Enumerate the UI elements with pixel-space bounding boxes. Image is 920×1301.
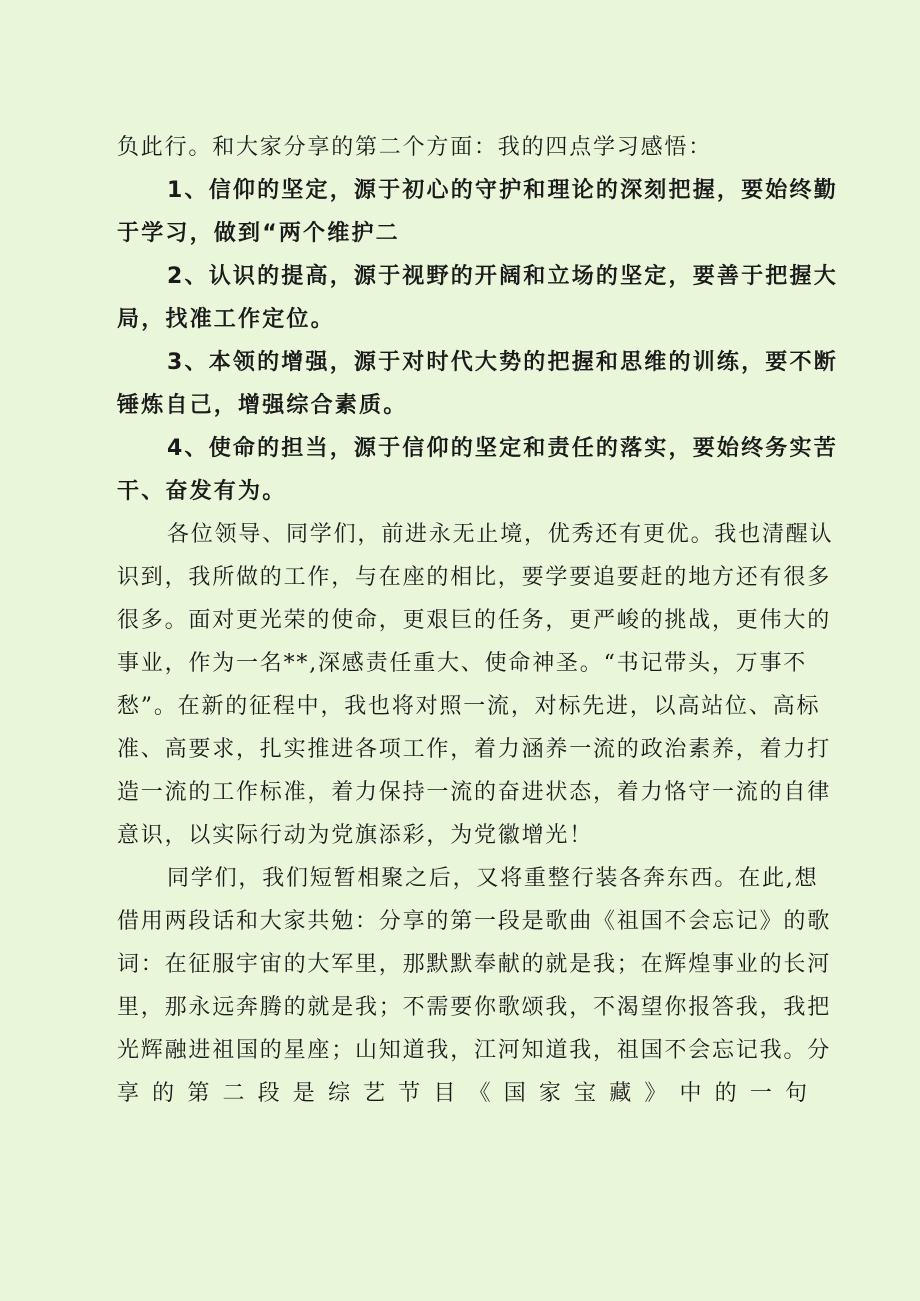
spread-char: 节 [398,1081,421,1106]
spread-char: 的 [152,1081,175,1106]
spread-char: 段 [257,1081,280,1106]
spread-char: 的 [714,1081,737,1106]
paragraph-line: 事业，作为一名**,深感责任重大、使命神圣。“书记带头，万事不 [117,651,808,676]
paragraph-line: 借用两段话和大家共勉：分享的第一段是歌曲《祖国不会忘记》的歌 [117,909,832,934]
paragraph-line: 很多。面对更光荣的使命，更艰巨的任务，更严峻的挑战，更伟大的 [117,608,832,633]
point-1-line-1: 1、信仰的坚定，源于初心的守护和理论的深刻把握，要始终勤 [167,178,838,203]
spread-char: 《 [468,1081,491,1106]
document-body [117,126,838,1115]
spread-char: 目 [433,1081,456,1106]
paragraph-line-spread [117,1072,807,1115]
spread-char: 艺 [363,1081,386,1106]
paragraph-line: 意识，以实际行动为党旗添彩，为党徽增光！ [117,823,594,848]
text-line: 负此行。和大家分享的第二个方面：我的四点学习感悟： [117,135,713,160]
spread-char: 二 [222,1081,245,1106]
paragraph-line: 光辉融进祖国的星座；山知道我，江河知道我，祖国不会忘记我。分 [117,1038,832,1063]
paragraph-line: 同学们，我们短暂相聚之后，又将重整行装各奔东西。在此,想 [167,866,819,891]
spread-char: 国 [503,1081,526,1106]
paragraph-line: 里，那永远奔腾的就是我；不需要你歌颂我，不渴望你报答我，我把 [117,995,832,1020]
point-2-line-2: 局，找准工作定位。 [117,307,335,332]
point-3-line-2: 锤炼自己，增强综合素质。 [117,393,408,418]
spread-char: 》 [644,1081,667,1106]
spread-char: 宝 [574,1081,597,1106]
spread-char: 句 [784,1081,807,1106]
paragraph-line: 愁”。在新的征程中，我也将对照一流，对标先进，以高站位、高标 [117,694,821,719]
point-1-line-2: 于学习，做到“两个维护二 [117,221,400,246]
point-2-line-1: 2、认识的提高，源于视野的开阔和立场的坚定，要善于把握大 [167,264,838,289]
point-3-line-1: 3、本领的增强，源于对时代大势的把握和思维的训练，要不断 [167,350,838,375]
spread-char: 中 [679,1081,702,1106]
spread-char: 享 [117,1081,140,1106]
spread-char: 第 [187,1081,210,1106]
point-4-line-2: 干、奋发有为。 [117,479,287,504]
paragraph-line: 各位领导、同学们，前进永无止境，优秀还有更优。我也清醒认 [167,522,834,547]
spread-char: 综 [327,1081,350,1106]
spread-char: 家 [538,1081,561,1106]
point-4-line-1: 4、使命的担当，源于信仰的坚定和责任的落实，要始终务实苦 [167,436,838,461]
spread-char: 是 [292,1081,315,1106]
paragraph-line: 准、高要求，扎实推进各项工作，着力涵养一流的政治素养，着力打 [117,737,832,762]
paragraph-line: 识到，我所做的工作，与在座的相比，要学要追要赶的地方还有很多 [117,565,832,590]
spread-char: 一 [749,1081,772,1106]
paragraph-line: 词：在征服宇宙的大军里，那默默奉献的就是我；在辉煌事业的长河 [117,952,832,977]
paragraph-line: 造一流的工作标准，着力保持一流的奋进状态，着力恪守一流的自律 [117,780,832,805]
spread-char: 藏 [609,1081,632,1106]
